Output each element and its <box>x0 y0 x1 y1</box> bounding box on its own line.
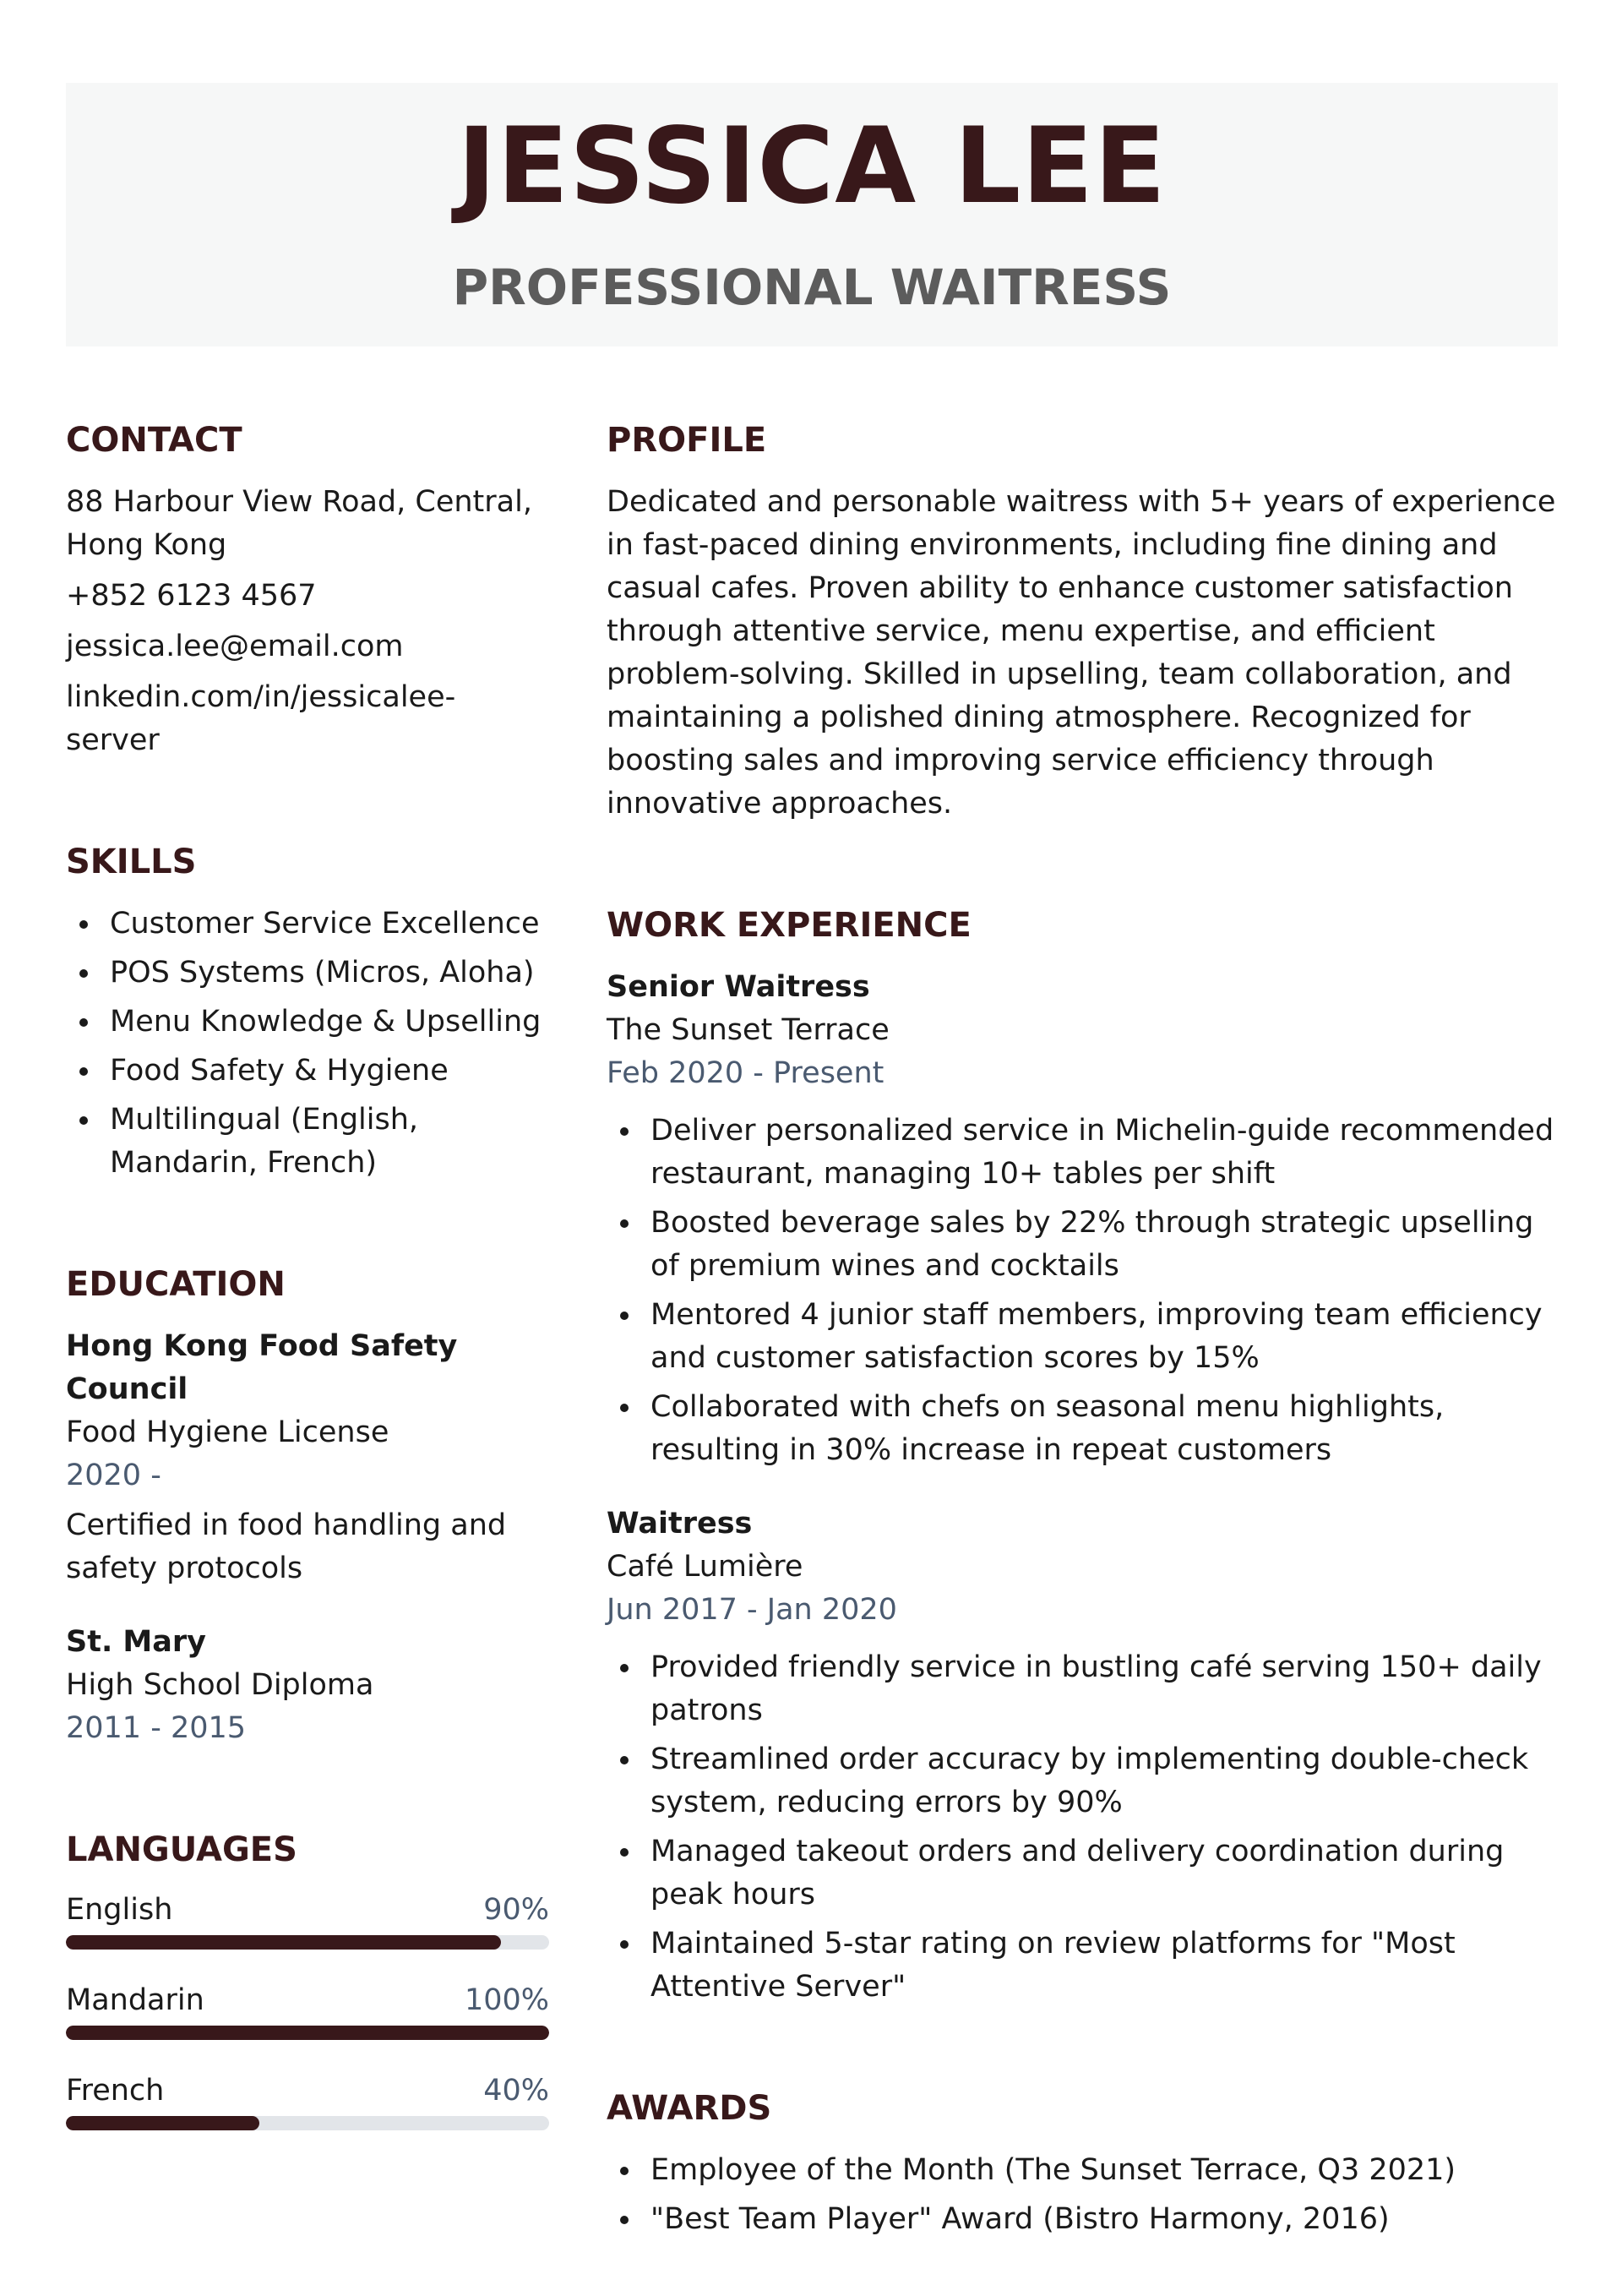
language-item <box>66 1981 549 2040</box>
languages-section <box>66 1828 549 2130</box>
job-dates: Feb 2020 - Present <box>607 1056 884 1090</box>
language-item <box>66 2071 549 2130</box>
language-level: 40% <box>483 2074 549 2108</box>
contact-email[interactable]: jessica.lee@email.com <box>66 630 404 663</box>
language-level: 100% <box>464 1983 549 2017</box>
contact-section <box>66 418 549 762</box>
candidate-title: PROFESSIONAL WAITRESS <box>452 259 1172 316</box>
job-bullet: Provided friendly service in bustling café serving 150+ daily patrons <box>607 1646 1558 1732</box>
skill-item: Customer Service Excellence <box>66 903 549 946</box>
job-title: Waitress <box>607 1507 753 1541</box>
right-column <box>607 418 1558 2247</box>
job-bullet: Deliver personalized service in Michelin-guide recommended restaurant, managing 10+ tables per shift <box>607 1110 1558 1196</box>
job-bullet: Streamlined order accuracy by implementing double-check system, reducing errors by 90% <box>607 1738 1558 1824</box>
skills-heading: SKILLS <box>66 843 197 881</box>
language-name: Mandarin <box>66 1983 204 2017</box>
left-column <box>66 418 549 2162</box>
language-name: English <box>66 1893 173 1927</box>
skills-section <box>66 840 549 1185</box>
language-bar-fill <box>66 2026 549 2040</box>
language-bar-fill <box>66 2116 259 2130</box>
language-bar <box>66 2026 549 2040</box>
profile-text: Dedicated and personable waitress with 5+ years of experience in fast-paced dining environments, including fine dining and casual cafes. Proven ability to enhance customer satisfaction through attentive service, menu expertise, and efficient problem-solving. Skilled in upselling, team collaboration, and maintaining a polished dining atmosphere. Recognized for boosting sales and improving service efficiency through innovative approaches. <box>607 485 1556 821</box>
job-company: Café Lumière <box>607 1550 803 1584</box>
profile-heading: PROFILE <box>607 421 767 460</box>
resume-header <box>66 83 1558 346</box>
candidate-name: JESSICA LEE <box>457 106 1167 227</box>
skill-item: Multilingual (English, Mandarin, French) <box>66 1099 549 1185</box>
languages-heading: LANGUAGES <box>66 1830 297 1869</box>
awards-section <box>607 2086 1558 2241</box>
skills-list <box>66 903 549 1185</box>
language-name: French <box>66 2074 165 2108</box>
contact-phone: +852 6123 4567 <box>66 579 317 613</box>
job-entry <box>607 1502 1558 2009</box>
skill-item: Food Safety & Hygiene <box>66 1050 549 1093</box>
experience-section <box>607 903 1558 2009</box>
job-bullet: Maintained 5-star rating on review platforms for "Most Attentive Server" <box>607 1922 1558 2009</box>
job-bullets <box>607 1110 1558 1472</box>
education-school: St. Mary <box>66 1625 206 1659</box>
education-entry <box>66 1325 549 1590</box>
education-degree: Food Hygiene License <box>66 1415 389 1449</box>
education-section <box>66 1263 549 1750</box>
job-title: Senior Waitress <box>607 970 870 1004</box>
awards-heading: AWARDS <box>607 2089 772 2128</box>
language-item <box>66 1890 549 1950</box>
language-level: 90% <box>483 1893 549 1927</box>
job-bullet: Collaborated with chefs on seasonal menu highlights, resulting in 30% increase in repeat customers <box>607 1386 1558 1472</box>
job-bullet: Boosted beverage sales by 22% through strategic upselling of premium wines and cocktails <box>607 1202 1558 1288</box>
skill-item: POS Systems (Micros, Aloha) <box>66 952 549 995</box>
contact-address: 88 Harbour View Road, Central, Hong Kong <box>66 485 532 562</box>
experience-heading: WORK EXPERIENCE <box>607 906 972 945</box>
profile-section <box>607 418 1558 826</box>
job-bullet: Managed takeout orders and delivery coordination during peak hours <box>607 1830 1558 1917</box>
job-bullet: Mentored 4 junior staff members, improving team efficiency and customer satisfaction scores by 15% <box>607 1294 1558 1380</box>
skill-item: Menu Knowledge & Upselling <box>66 1001 549 1044</box>
contact-linkedin[interactable]: linkedin.com/in/jessicalee-server <box>66 680 456 757</box>
education-dates: 2011 - 2015 <box>66 1711 247 1745</box>
education-degree: High School Diploma <box>66 1668 374 1702</box>
language-bar-fill <box>66 1935 501 1950</box>
contact-heading: CONTACT <box>66 421 242 460</box>
job-company: The Sunset Terrace <box>607 1013 890 1047</box>
award-item: Employee of the Month (The Sunset Terrace, Q3 2021) <box>607 2149 1558 2192</box>
job-entry <box>607 966 1558 1472</box>
education-heading: EDUCATION <box>66 1265 286 1304</box>
awards-list <box>607 2149 1558 2241</box>
language-bar <box>66 1935 549 1950</box>
job-bullets <box>607 1646 1558 2009</box>
language-bar <box>66 2116 549 2130</box>
job-dates: Jun 2017 - Jan 2020 <box>607 1593 897 1627</box>
education-school: Hong Kong Food Safety Council <box>66 1329 458 1406</box>
education-dates: 2020 - <box>66 1459 161 1492</box>
education-entry <box>66 1621 549 1750</box>
award-item: "Best Team Player" Award (Bistro Harmony, 2016) <box>607 2198 1558 2241</box>
education-description: Certified in food handling and safety protocols <box>66 1508 507 1585</box>
